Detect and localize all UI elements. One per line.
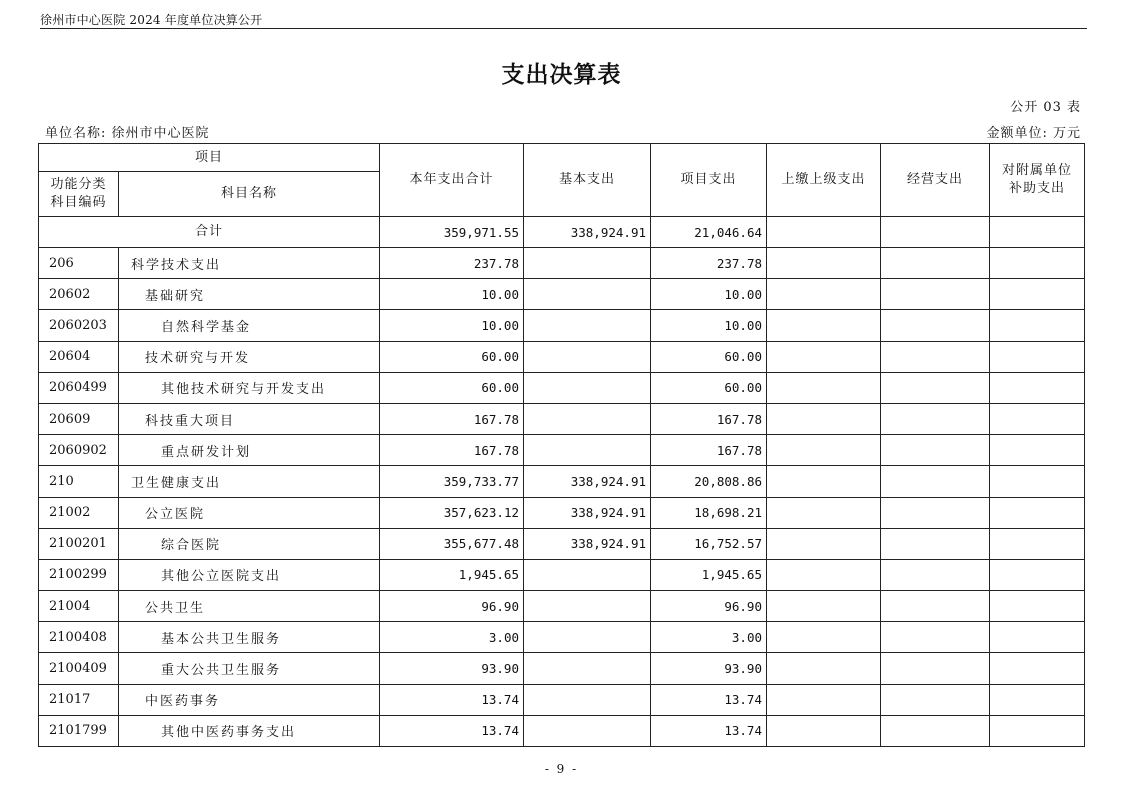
business-cell	[881, 435, 990, 466]
subject-name-text: 重大公共卫生服务	[161, 663, 282, 679]
table-row	[39, 341, 1085, 372]
subsidy-cell	[990, 435, 1085, 466]
upper-cell	[767, 435, 881, 466]
upper-cell	[767, 591, 881, 622]
business-cell	[881, 310, 990, 341]
subject-name-cell	[119, 435, 380, 466]
upper-cell	[767, 559, 881, 590]
upper-cell	[767, 403, 881, 434]
header-total: 本年支出合计	[380, 144, 524, 217]
subject-name-cell	[119, 559, 380, 590]
total-cell: 13.74	[380, 684, 524, 715]
subject-name-text: 其他中医药事务支出	[161, 725, 297, 741]
subject-name-text: 重点研发计划	[161, 444, 252, 460]
business-cell	[881, 653, 990, 684]
func-code-cell: 2060203	[39, 310, 119, 341]
func-code-cell: 20602	[39, 279, 119, 310]
total-cell: 60.00	[380, 372, 524, 403]
basic-cell: 338,924.91	[524, 466, 651, 497]
table-row	[39, 653, 1085, 684]
upper-cell	[767, 715, 881, 746]
table-row	[39, 528, 1085, 559]
basic-cell	[524, 715, 651, 746]
business-cell	[881, 684, 990, 715]
basic-cell	[524, 279, 651, 310]
total-cell: 10.00	[380, 279, 524, 310]
subsidy-cell	[990, 622, 1085, 653]
business-cell	[881, 372, 990, 403]
subject-name-text: 公立医院	[145, 507, 206, 523]
project-cell: 16,752.57	[651, 528, 767, 559]
upper-cell	[767, 684, 881, 715]
table-row	[39, 466, 1085, 497]
project-cell: 18,698.21	[651, 497, 767, 528]
table-row	[39, 622, 1085, 653]
table-row	[39, 248, 1085, 279]
total-basic: 338,924.91	[524, 217, 651, 248]
total-cell: 96.90	[380, 591, 524, 622]
table-row	[39, 591, 1085, 622]
func-code-cell: 2100408	[39, 622, 119, 653]
total-business	[881, 217, 990, 248]
func-code-cell: 2060902	[39, 435, 119, 466]
header-basic: 基本支出	[524, 144, 651, 217]
subsidy-cell	[990, 653, 1085, 684]
header-business: 经营支出	[881, 144, 990, 217]
page-title: 支出决算表	[501, 61, 622, 88]
basic-cell: 338,924.91	[524, 528, 651, 559]
project-cell: 1,945.65	[651, 559, 767, 590]
subsidy-cell	[990, 715, 1085, 746]
total-row	[39, 217, 1085, 248]
func-code-cell: 210	[39, 466, 119, 497]
total-upper	[767, 217, 881, 248]
business-cell	[881, 341, 990, 372]
upper-cell	[767, 372, 881, 403]
total-subsidy	[990, 217, 1085, 248]
total-cell: 1,945.65	[380, 559, 524, 590]
project-cell: 20,808.86	[651, 466, 767, 497]
total-cell: 167.78	[380, 403, 524, 434]
project-cell: 10.00	[651, 310, 767, 341]
subsidy-cell	[990, 497, 1085, 528]
subject-name-cell	[119, 341, 380, 372]
project-cell: 167.78	[651, 403, 767, 434]
basic-cell	[524, 622, 651, 653]
subsidy-cell	[990, 466, 1085, 497]
total-total: 359,971.55	[380, 217, 524, 248]
subject-name-text: 科学技术支出	[131, 257, 222, 273]
basic-cell	[524, 372, 651, 403]
func-code-cell: 21002	[39, 497, 119, 528]
table-row	[39, 403, 1085, 434]
total-cell: 3.00	[380, 622, 524, 653]
total-cell: 93.90	[380, 653, 524, 684]
business-cell	[881, 528, 990, 559]
subject-name-text: 科技重大项目	[145, 413, 236, 429]
subject-name-cell	[119, 466, 380, 497]
project-cell: 167.78	[651, 435, 767, 466]
func-code-cell: 2100299	[39, 559, 119, 590]
func-code-cell: 2100409	[39, 653, 119, 684]
table-row	[39, 559, 1085, 590]
business-cell	[881, 622, 990, 653]
project-cell: 60.00	[651, 372, 767, 403]
table-row	[39, 372, 1085, 403]
total-label: 合计	[39, 217, 380, 248]
upper-cell	[767, 497, 881, 528]
business-cell	[881, 715, 990, 746]
table-row	[39, 715, 1085, 746]
total-cell: 13.74	[380, 715, 524, 746]
func-code-cell: 206	[39, 248, 119, 279]
func-code-cell: 20609	[39, 403, 119, 434]
header-subject-name: 科目名称	[119, 172, 380, 217]
subsidy-cell	[990, 591, 1085, 622]
basic-cell	[524, 403, 651, 434]
project-cell: 93.90	[651, 653, 767, 684]
upper-cell	[767, 466, 881, 497]
subsidy-cell	[990, 684, 1085, 715]
subsidy-cell	[990, 528, 1085, 559]
subject-name-cell	[119, 591, 380, 622]
upper-cell	[767, 653, 881, 684]
subject-name-text: 基础研究	[145, 288, 206, 304]
header-subsidy: 对附属单位补助支出	[990, 144, 1085, 217]
subject-name-cell	[119, 715, 380, 746]
business-cell	[881, 559, 990, 590]
subject-name-text: 中医药事务	[145, 694, 221, 710]
subject-name-cell	[119, 653, 380, 684]
subject-name-cell	[119, 622, 380, 653]
unit-name: 单位名称: 徐州市中心医院	[45, 126, 210, 141]
subsidy-cell	[990, 559, 1085, 590]
subject-name-cell	[119, 310, 380, 341]
subsidy-cell	[990, 403, 1085, 434]
project-cell: 10.00	[651, 279, 767, 310]
total-cell: 359,733.77	[380, 466, 524, 497]
project-cell: 13.74	[651, 715, 767, 746]
subject-name-cell	[119, 528, 380, 559]
subsidy-cell	[990, 341, 1085, 372]
basic-cell	[524, 248, 651, 279]
basic-cell	[524, 653, 651, 684]
header-upper: 上缴上级支出	[767, 144, 881, 217]
total-cell: 10.00	[380, 310, 524, 341]
header-project: 项目支出	[651, 144, 767, 217]
func-code-cell: 2100201	[39, 528, 119, 559]
project-cell: 237.78	[651, 248, 767, 279]
header-item: 项目	[39, 144, 380, 172]
subject-name-cell	[119, 372, 380, 403]
subject-name-cell	[119, 403, 380, 434]
business-cell	[881, 403, 990, 434]
subject-name-text: 其他技术研究与开发支出	[161, 382, 327, 398]
subject-name-text: 其他公立医院支出	[161, 569, 282, 585]
subsidy-cell	[990, 372, 1085, 403]
business-cell	[881, 591, 990, 622]
basic-cell	[524, 435, 651, 466]
form-number: 公开 03 表	[1010, 100, 1081, 115]
upper-cell	[767, 528, 881, 559]
total-cell: 60.00	[380, 341, 524, 372]
subject-name-text: 自然科学基金	[161, 319, 252, 335]
func-code-cell: 20604	[39, 341, 119, 372]
upper-cell	[767, 279, 881, 310]
business-cell	[881, 497, 990, 528]
basic-cell	[524, 684, 651, 715]
func-code-cell: 2060499	[39, 372, 119, 403]
upper-cell	[767, 310, 881, 341]
expenditure-table	[38, 143, 1085, 747]
business-cell	[881, 248, 990, 279]
subject-name-cell	[119, 497, 380, 528]
subject-name-text: 公共卫生	[145, 600, 206, 616]
amount-unit: 金额单位: 万元	[986, 126, 1081, 141]
total-project: 21,046.64	[651, 217, 767, 248]
subject-name-text: 技术研究与开发	[145, 351, 251, 367]
subject-name-text: 基本公共卫生服务	[161, 631, 282, 647]
subsidy-cell	[990, 279, 1085, 310]
table-row	[39, 310, 1085, 341]
subject-name-cell	[119, 248, 380, 279]
business-cell	[881, 279, 990, 310]
subject-name-cell	[119, 684, 380, 715]
basic-cell	[524, 310, 651, 341]
basic-cell: 338,924.91	[524, 497, 651, 528]
business-cell	[881, 466, 990, 497]
total-cell: 357,623.12	[380, 497, 524, 528]
subject-name-text: 综合医院	[161, 538, 222, 554]
basic-cell	[524, 341, 651, 372]
document-header: 徐州市中心医院 2024 年度单位决算公开	[40, 13, 263, 27]
header-divider	[40, 28, 1087, 29]
basic-cell	[524, 591, 651, 622]
table-row	[39, 497, 1085, 528]
project-cell: 3.00	[651, 622, 767, 653]
subsidy-cell	[990, 310, 1085, 341]
subject-name-cell	[119, 279, 380, 310]
project-cell: 13.74	[651, 684, 767, 715]
total-cell: 237.78	[380, 248, 524, 279]
header-func-code: 功能分类科目编码	[39, 172, 119, 217]
total-cell: 355,677.48	[380, 528, 524, 559]
page-number: - 9 -	[544, 762, 579, 776]
total-cell: 167.78	[380, 435, 524, 466]
project-cell: 96.90	[651, 591, 767, 622]
basic-cell	[524, 559, 651, 590]
subsidy-cell	[990, 248, 1085, 279]
project-cell: 60.00	[651, 341, 767, 372]
func-code-cell: 2101799	[39, 715, 119, 746]
upper-cell	[767, 622, 881, 653]
func-code-cell: 21004	[39, 591, 119, 622]
upper-cell	[767, 248, 881, 279]
func-code-cell: 21017	[39, 684, 119, 715]
table-row	[39, 684, 1085, 715]
table-row	[39, 279, 1085, 310]
upper-cell	[767, 341, 881, 372]
subject-name-text: 卫生健康支出	[131, 475, 222, 491]
table-row	[39, 435, 1085, 466]
